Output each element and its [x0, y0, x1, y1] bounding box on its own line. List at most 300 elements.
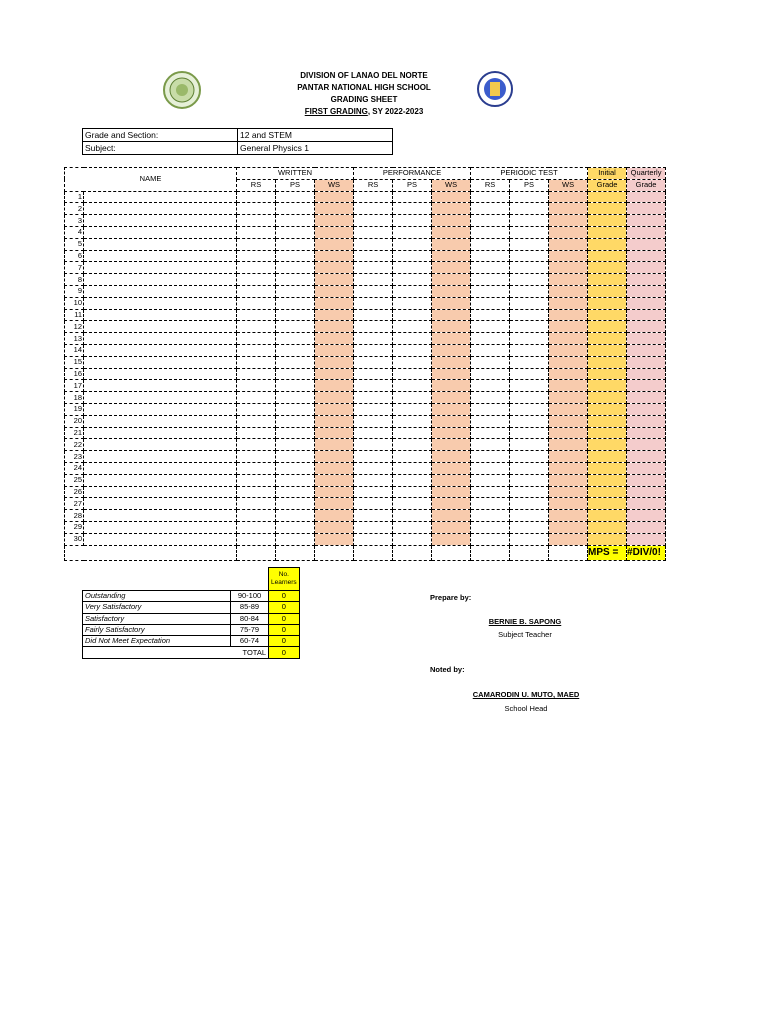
score-cell[interactable]: [432, 262, 471, 274]
score-cell[interactable]: [354, 309, 393, 321]
score-cell[interactable]: [354, 380, 393, 392]
score-cell[interactable]: [237, 297, 276, 309]
score-cell[interactable]: [354, 250, 393, 262]
score-cell[interactable]: [276, 285, 315, 297]
score-cell[interactable]: [276, 451, 315, 463]
score-cell[interactable]: [510, 321, 549, 333]
score-cell[interactable]: [549, 392, 588, 404]
student-name-cell[interactable]: [84, 451, 237, 463]
score-cell[interactable]: [549, 215, 588, 227]
score-cell[interactable]: [549, 427, 588, 439]
score-cell[interactable]: [393, 380, 432, 392]
score-cell[interactable]: [627, 285, 666, 297]
score-cell[interactable]: [315, 191, 354, 203]
score-cell[interactable]: [510, 498, 549, 510]
score-cell[interactable]: [627, 415, 666, 427]
score-cell[interactable]: [627, 510, 666, 522]
score-cell[interactable]: [237, 392, 276, 404]
score-cell[interactable]: [588, 191, 627, 203]
score-cell[interactable]: [549, 462, 588, 474]
score-cell[interactable]: [315, 321, 354, 333]
score-cell[interactable]: [393, 427, 432, 439]
score-cell[interactable]: [471, 333, 510, 345]
score-cell[interactable]: [549, 498, 588, 510]
score-cell[interactable]: [276, 333, 315, 345]
score-cell[interactable]: [354, 321, 393, 333]
score-cell[interactable]: [471, 191, 510, 203]
score-cell[interactable]: [510, 510, 549, 522]
score-cell[interactable]: [627, 380, 666, 392]
score-cell[interactable]: [276, 191, 315, 203]
score-cell[interactable]: [354, 474, 393, 486]
score-cell[interactable]: [315, 226, 354, 238]
score-cell[interactable]: [315, 403, 354, 415]
score-cell[interactable]: [432, 309, 471, 321]
score-cell[interactable]: [549, 415, 588, 427]
score-cell[interactable]: [588, 486, 627, 498]
score-cell[interactable]: [627, 344, 666, 356]
score-cell[interactable]: [276, 403, 315, 415]
score-cell[interactable]: [471, 533, 510, 545]
student-name-cell[interactable]: [84, 250, 237, 262]
score-cell[interactable]: [471, 215, 510, 227]
score-cell[interactable]: [354, 486, 393, 498]
score-cell[interactable]: [315, 427, 354, 439]
score-cell[interactable]: [432, 238, 471, 250]
score-cell[interactable]: [627, 262, 666, 274]
score-cell[interactable]: [588, 321, 627, 333]
score-cell[interactable]: [588, 439, 627, 451]
score-cell[interactable]: [237, 250, 276, 262]
score-cell[interactable]: [354, 333, 393, 345]
score-cell[interactable]: [510, 203, 549, 215]
score-cell[interactable]: [471, 203, 510, 215]
score-cell[interactable]: [393, 498, 432, 510]
score-cell[interactable]: [510, 297, 549, 309]
score-cell[interactable]: [432, 451, 471, 463]
score-cell[interactable]: [315, 510, 354, 522]
score-cell[interactable]: [432, 380, 471, 392]
score-cell[interactable]: [510, 439, 549, 451]
score-cell[interactable]: [276, 510, 315, 522]
student-name-cell[interactable]: [84, 498, 237, 510]
score-cell[interactable]: [627, 427, 666, 439]
score-cell[interactable]: [510, 274, 549, 286]
score-cell[interactable]: [354, 510, 393, 522]
score-cell[interactable]: [627, 474, 666, 486]
student-name-cell[interactable]: [84, 297, 237, 309]
score-cell[interactable]: [549, 451, 588, 463]
score-cell[interactable]: [471, 462, 510, 474]
score-cell[interactable]: [276, 474, 315, 486]
score-cell[interactable]: [393, 474, 432, 486]
score-cell[interactable]: [315, 486, 354, 498]
score-cell[interactable]: [315, 250, 354, 262]
score-cell[interactable]: [588, 380, 627, 392]
score-cell[interactable]: [510, 285, 549, 297]
score-cell[interactable]: [627, 321, 666, 333]
score-cell[interactable]: [588, 344, 627, 356]
score-cell[interactable]: [432, 427, 471, 439]
score-cell[interactable]: [276, 356, 315, 368]
score-cell[interactable]: [588, 533, 627, 545]
score-cell[interactable]: [393, 333, 432, 345]
score-cell[interactable]: [237, 403, 276, 415]
score-cell[interactable]: [588, 356, 627, 368]
score-cell[interactable]: [471, 521, 510, 533]
score-cell[interactable]: [276, 380, 315, 392]
score-cell[interactable]: [471, 415, 510, 427]
score-cell[interactable]: [510, 238, 549, 250]
score-cell[interactable]: [432, 344, 471, 356]
score-cell[interactable]: [432, 285, 471, 297]
score-cell[interactable]: [588, 274, 627, 286]
student-name-cell[interactable]: [84, 392, 237, 404]
score-cell[interactable]: [588, 238, 627, 250]
score-cell[interactable]: [588, 250, 627, 262]
score-cell[interactable]: [237, 380, 276, 392]
score-cell[interactable]: [315, 333, 354, 345]
score-cell[interactable]: [549, 521, 588, 533]
score-cell[interactable]: [354, 368, 393, 380]
score-cell[interactable]: [315, 380, 354, 392]
score-cell[interactable]: [237, 451, 276, 463]
score-cell[interactable]: [393, 462, 432, 474]
score-cell[interactable]: [393, 250, 432, 262]
student-name-cell[interactable]: [84, 203, 237, 215]
score-cell[interactable]: [237, 486, 276, 498]
score-cell[interactable]: [354, 439, 393, 451]
score-cell[interactable]: [237, 533, 276, 545]
score-cell[interactable]: [432, 203, 471, 215]
score-cell[interactable]: [588, 333, 627, 345]
score-cell[interactable]: [510, 356, 549, 368]
score-cell[interactable]: [627, 333, 666, 345]
score-cell[interactable]: [549, 191, 588, 203]
score-cell[interactable]: [237, 333, 276, 345]
score-cell[interactable]: [549, 285, 588, 297]
score-cell[interactable]: [276, 309, 315, 321]
score-cell[interactable]: [432, 297, 471, 309]
score-cell[interactable]: [237, 415, 276, 427]
score-cell[interactable]: [393, 191, 432, 203]
score-cell[interactable]: [510, 462, 549, 474]
score-cell[interactable]: [393, 510, 432, 522]
score-cell[interactable]: [276, 439, 315, 451]
score-cell[interactable]: [393, 403, 432, 415]
score-cell[interactable]: [471, 274, 510, 286]
score-cell[interactable]: [432, 521, 471, 533]
score-cell[interactable]: [315, 274, 354, 286]
score-cell[interactable]: [354, 285, 393, 297]
score-cell[interactable]: [471, 498, 510, 510]
score-cell[interactable]: [471, 344, 510, 356]
score-cell[interactable]: [510, 415, 549, 427]
score-cell[interactable]: [276, 521, 315, 533]
student-name-cell[interactable]: [84, 533, 237, 545]
score-cell[interactable]: [393, 309, 432, 321]
score-cell[interactable]: [432, 356, 471, 368]
score-cell[interactable]: [393, 262, 432, 274]
score-cell[interactable]: [393, 533, 432, 545]
score-cell[interactable]: [549, 439, 588, 451]
score-cell[interactable]: [627, 533, 666, 545]
score-cell[interactable]: [549, 238, 588, 250]
student-name-cell[interactable]: [84, 415, 237, 427]
score-cell[interactable]: [627, 368, 666, 380]
score-cell[interactable]: [627, 297, 666, 309]
score-cell[interactable]: [237, 510, 276, 522]
score-cell[interactable]: [627, 462, 666, 474]
score-cell[interactable]: [588, 215, 627, 227]
score-cell[interactable]: [549, 274, 588, 286]
score-cell[interactable]: [549, 403, 588, 415]
score-cell[interactable]: [471, 238, 510, 250]
score-cell[interactable]: [432, 533, 471, 545]
score-cell[interactable]: [237, 203, 276, 215]
score-cell[interactable]: [549, 203, 588, 215]
score-cell[interactable]: [627, 521, 666, 533]
student-name-cell[interactable]: [84, 321, 237, 333]
score-cell[interactable]: [471, 356, 510, 368]
score-cell[interactable]: [627, 226, 666, 238]
score-cell[interactable]: [432, 191, 471, 203]
score-cell[interactable]: [354, 451, 393, 463]
score-cell[interactable]: [432, 333, 471, 345]
student-name-cell[interactable]: [84, 486, 237, 498]
student-name-cell[interactable]: [84, 380, 237, 392]
score-cell[interactable]: [276, 250, 315, 262]
score-cell[interactable]: [315, 474, 354, 486]
score-cell[interactable]: [510, 368, 549, 380]
score-cell[interactable]: [237, 274, 276, 286]
score-cell[interactable]: [510, 262, 549, 274]
score-cell[interactable]: [549, 356, 588, 368]
score-cell[interactable]: [315, 238, 354, 250]
score-cell[interactable]: [588, 392, 627, 404]
score-cell[interactable]: [471, 451, 510, 463]
student-name-cell[interactable]: [84, 474, 237, 486]
score-cell[interactable]: [471, 427, 510, 439]
score-cell[interactable]: [510, 380, 549, 392]
score-cell[interactable]: [510, 392, 549, 404]
score-cell[interactable]: [237, 356, 276, 368]
score-cell[interactable]: [510, 474, 549, 486]
score-cell[interactable]: [432, 498, 471, 510]
score-cell[interactable]: [549, 321, 588, 333]
score-cell[interactable]: [237, 321, 276, 333]
score-cell[interactable]: [276, 262, 315, 274]
score-cell[interactable]: [432, 368, 471, 380]
score-cell[interactable]: [432, 392, 471, 404]
score-cell[interactable]: [549, 510, 588, 522]
score-cell[interactable]: [627, 403, 666, 415]
score-cell[interactable]: [237, 474, 276, 486]
score-cell[interactable]: [393, 439, 432, 451]
student-name-cell[interactable]: [84, 285, 237, 297]
score-cell[interactable]: [237, 521, 276, 533]
score-cell[interactable]: [510, 226, 549, 238]
score-cell[interactable]: [354, 392, 393, 404]
score-cell[interactable]: [315, 415, 354, 427]
score-cell[interactable]: [354, 415, 393, 427]
score-cell[interactable]: [510, 191, 549, 203]
score-cell[interactable]: [276, 392, 315, 404]
score-cell[interactable]: [627, 215, 666, 227]
student-name-cell[interactable]: [84, 226, 237, 238]
score-cell[interactable]: [588, 285, 627, 297]
score-cell[interactable]: [354, 462, 393, 474]
score-cell[interactable]: [549, 333, 588, 345]
score-cell[interactable]: [627, 486, 666, 498]
score-cell[interactable]: [432, 274, 471, 286]
score-cell[interactable]: [510, 250, 549, 262]
score-cell[interactable]: [237, 238, 276, 250]
score-cell[interactable]: [432, 226, 471, 238]
score-cell[interactable]: [276, 321, 315, 333]
score-cell[interactable]: [237, 226, 276, 238]
student-name-cell[interactable]: [84, 238, 237, 250]
score-cell[interactable]: [393, 226, 432, 238]
score-cell[interactable]: [393, 392, 432, 404]
score-cell[interactable]: [588, 226, 627, 238]
score-cell[interactable]: [393, 344, 432, 356]
score-cell[interactable]: [510, 309, 549, 321]
score-cell[interactable]: [627, 250, 666, 262]
score-cell[interactable]: [276, 274, 315, 286]
score-cell[interactable]: [315, 439, 354, 451]
score-cell[interactable]: [315, 309, 354, 321]
score-cell[interactable]: [549, 380, 588, 392]
score-cell[interactable]: [354, 191, 393, 203]
score-cell[interactable]: [588, 521, 627, 533]
score-cell[interactable]: [549, 474, 588, 486]
score-cell[interactable]: [627, 439, 666, 451]
score-cell[interactable]: [432, 462, 471, 474]
student-name-cell[interactable]: [84, 403, 237, 415]
score-cell[interactable]: [627, 274, 666, 286]
score-cell[interactable]: [354, 403, 393, 415]
score-cell[interactable]: [354, 356, 393, 368]
score-cell[interactable]: [393, 321, 432, 333]
score-cell[interactable]: [354, 521, 393, 533]
score-cell[interactable]: [471, 285, 510, 297]
score-cell[interactable]: [315, 215, 354, 227]
student-name-cell[interactable]: [84, 439, 237, 451]
score-cell[interactable]: [393, 274, 432, 286]
score-cell[interactable]: [471, 309, 510, 321]
score-cell[interactable]: [588, 510, 627, 522]
score-cell[interactable]: [471, 380, 510, 392]
score-cell[interactable]: [510, 521, 549, 533]
score-cell[interactable]: [315, 392, 354, 404]
score-cell[interactable]: [393, 356, 432, 368]
score-cell[interactable]: [627, 238, 666, 250]
student-name-cell[interactable]: [84, 262, 237, 274]
score-cell[interactable]: [393, 215, 432, 227]
score-cell[interactable]: [237, 285, 276, 297]
student-name-cell[interactable]: [84, 215, 237, 227]
score-cell[interactable]: [354, 344, 393, 356]
score-cell[interactable]: [354, 226, 393, 238]
score-cell[interactable]: [432, 510, 471, 522]
score-cell[interactable]: [276, 486, 315, 498]
student-name-cell[interactable]: [84, 344, 237, 356]
score-cell[interactable]: [354, 498, 393, 510]
score-cell[interactable]: [393, 368, 432, 380]
score-cell[interactable]: [276, 415, 315, 427]
student-name-cell[interactable]: [84, 462, 237, 474]
score-cell[interactable]: [549, 368, 588, 380]
score-cell[interactable]: [471, 403, 510, 415]
score-cell[interactable]: [315, 498, 354, 510]
score-cell[interactable]: [471, 321, 510, 333]
score-cell[interactable]: [393, 297, 432, 309]
score-cell[interactable]: [393, 415, 432, 427]
score-cell[interactable]: [315, 462, 354, 474]
score-cell[interactable]: [276, 226, 315, 238]
score-cell[interactable]: [354, 274, 393, 286]
score-cell[interactable]: [432, 439, 471, 451]
student-name-cell[interactable]: [84, 368, 237, 380]
score-cell[interactable]: [627, 203, 666, 215]
score-cell[interactable]: [276, 297, 315, 309]
score-cell[interactable]: [237, 191, 276, 203]
student-name-cell[interactable]: [84, 510, 237, 522]
score-cell[interactable]: [315, 356, 354, 368]
score-cell[interactable]: [627, 309, 666, 321]
student-name-cell[interactable]: [84, 521, 237, 533]
score-cell[interactable]: [471, 226, 510, 238]
score-cell[interactable]: [315, 203, 354, 215]
score-cell[interactable]: [588, 403, 627, 415]
score-cell[interactable]: [432, 250, 471, 262]
score-cell[interactable]: [276, 344, 315, 356]
score-cell[interactable]: [276, 203, 315, 215]
grade-section-value[interactable]: 12 and STEM: [238, 129, 393, 142]
score-cell[interactable]: [354, 238, 393, 250]
score-cell[interactable]: [354, 533, 393, 545]
score-cell[interactable]: [237, 309, 276, 321]
score-cell[interactable]: [627, 451, 666, 463]
score-cell[interactable]: [471, 439, 510, 451]
score-cell[interactable]: [237, 368, 276, 380]
score-cell[interactable]: [549, 297, 588, 309]
score-cell[interactable]: [471, 474, 510, 486]
score-cell[interactable]: [588, 474, 627, 486]
score-cell[interactable]: [315, 533, 354, 545]
score-cell[interactable]: [471, 486, 510, 498]
score-cell[interactable]: [315, 262, 354, 274]
score-cell[interactable]: [588, 427, 627, 439]
score-cell[interactable]: [237, 262, 276, 274]
score-cell[interactable]: [237, 344, 276, 356]
score-cell[interactable]: [510, 427, 549, 439]
score-cell[interactable]: [471, 262, 510, 274]
score-cell[interactable]: [276, 498, 315, 510]
score-cell[interactable]: [588, 368, 627, 380]
score-cell[interactable]: [588, 309, 627, 321]
score-cell[interactable]: [432, 474, 471, 486]
score-cell[interactable]: [510, 333, 549, 345]
score-cell[interactable]: [510, 215, 549, 227]
student-name-cell[interactable]: [84, 333, 237, 345]
score-cell[interactable]: [510, 533, 549, 545]
student-name-cell[interactable]: [84, 427, 237, 439]
score-cell[interactable]: [237, 462, 276, 474]
score-cell[interactable]: [393, 285, 432, 297]
score-cell[interactable]: [549, 486, 588, 498]
